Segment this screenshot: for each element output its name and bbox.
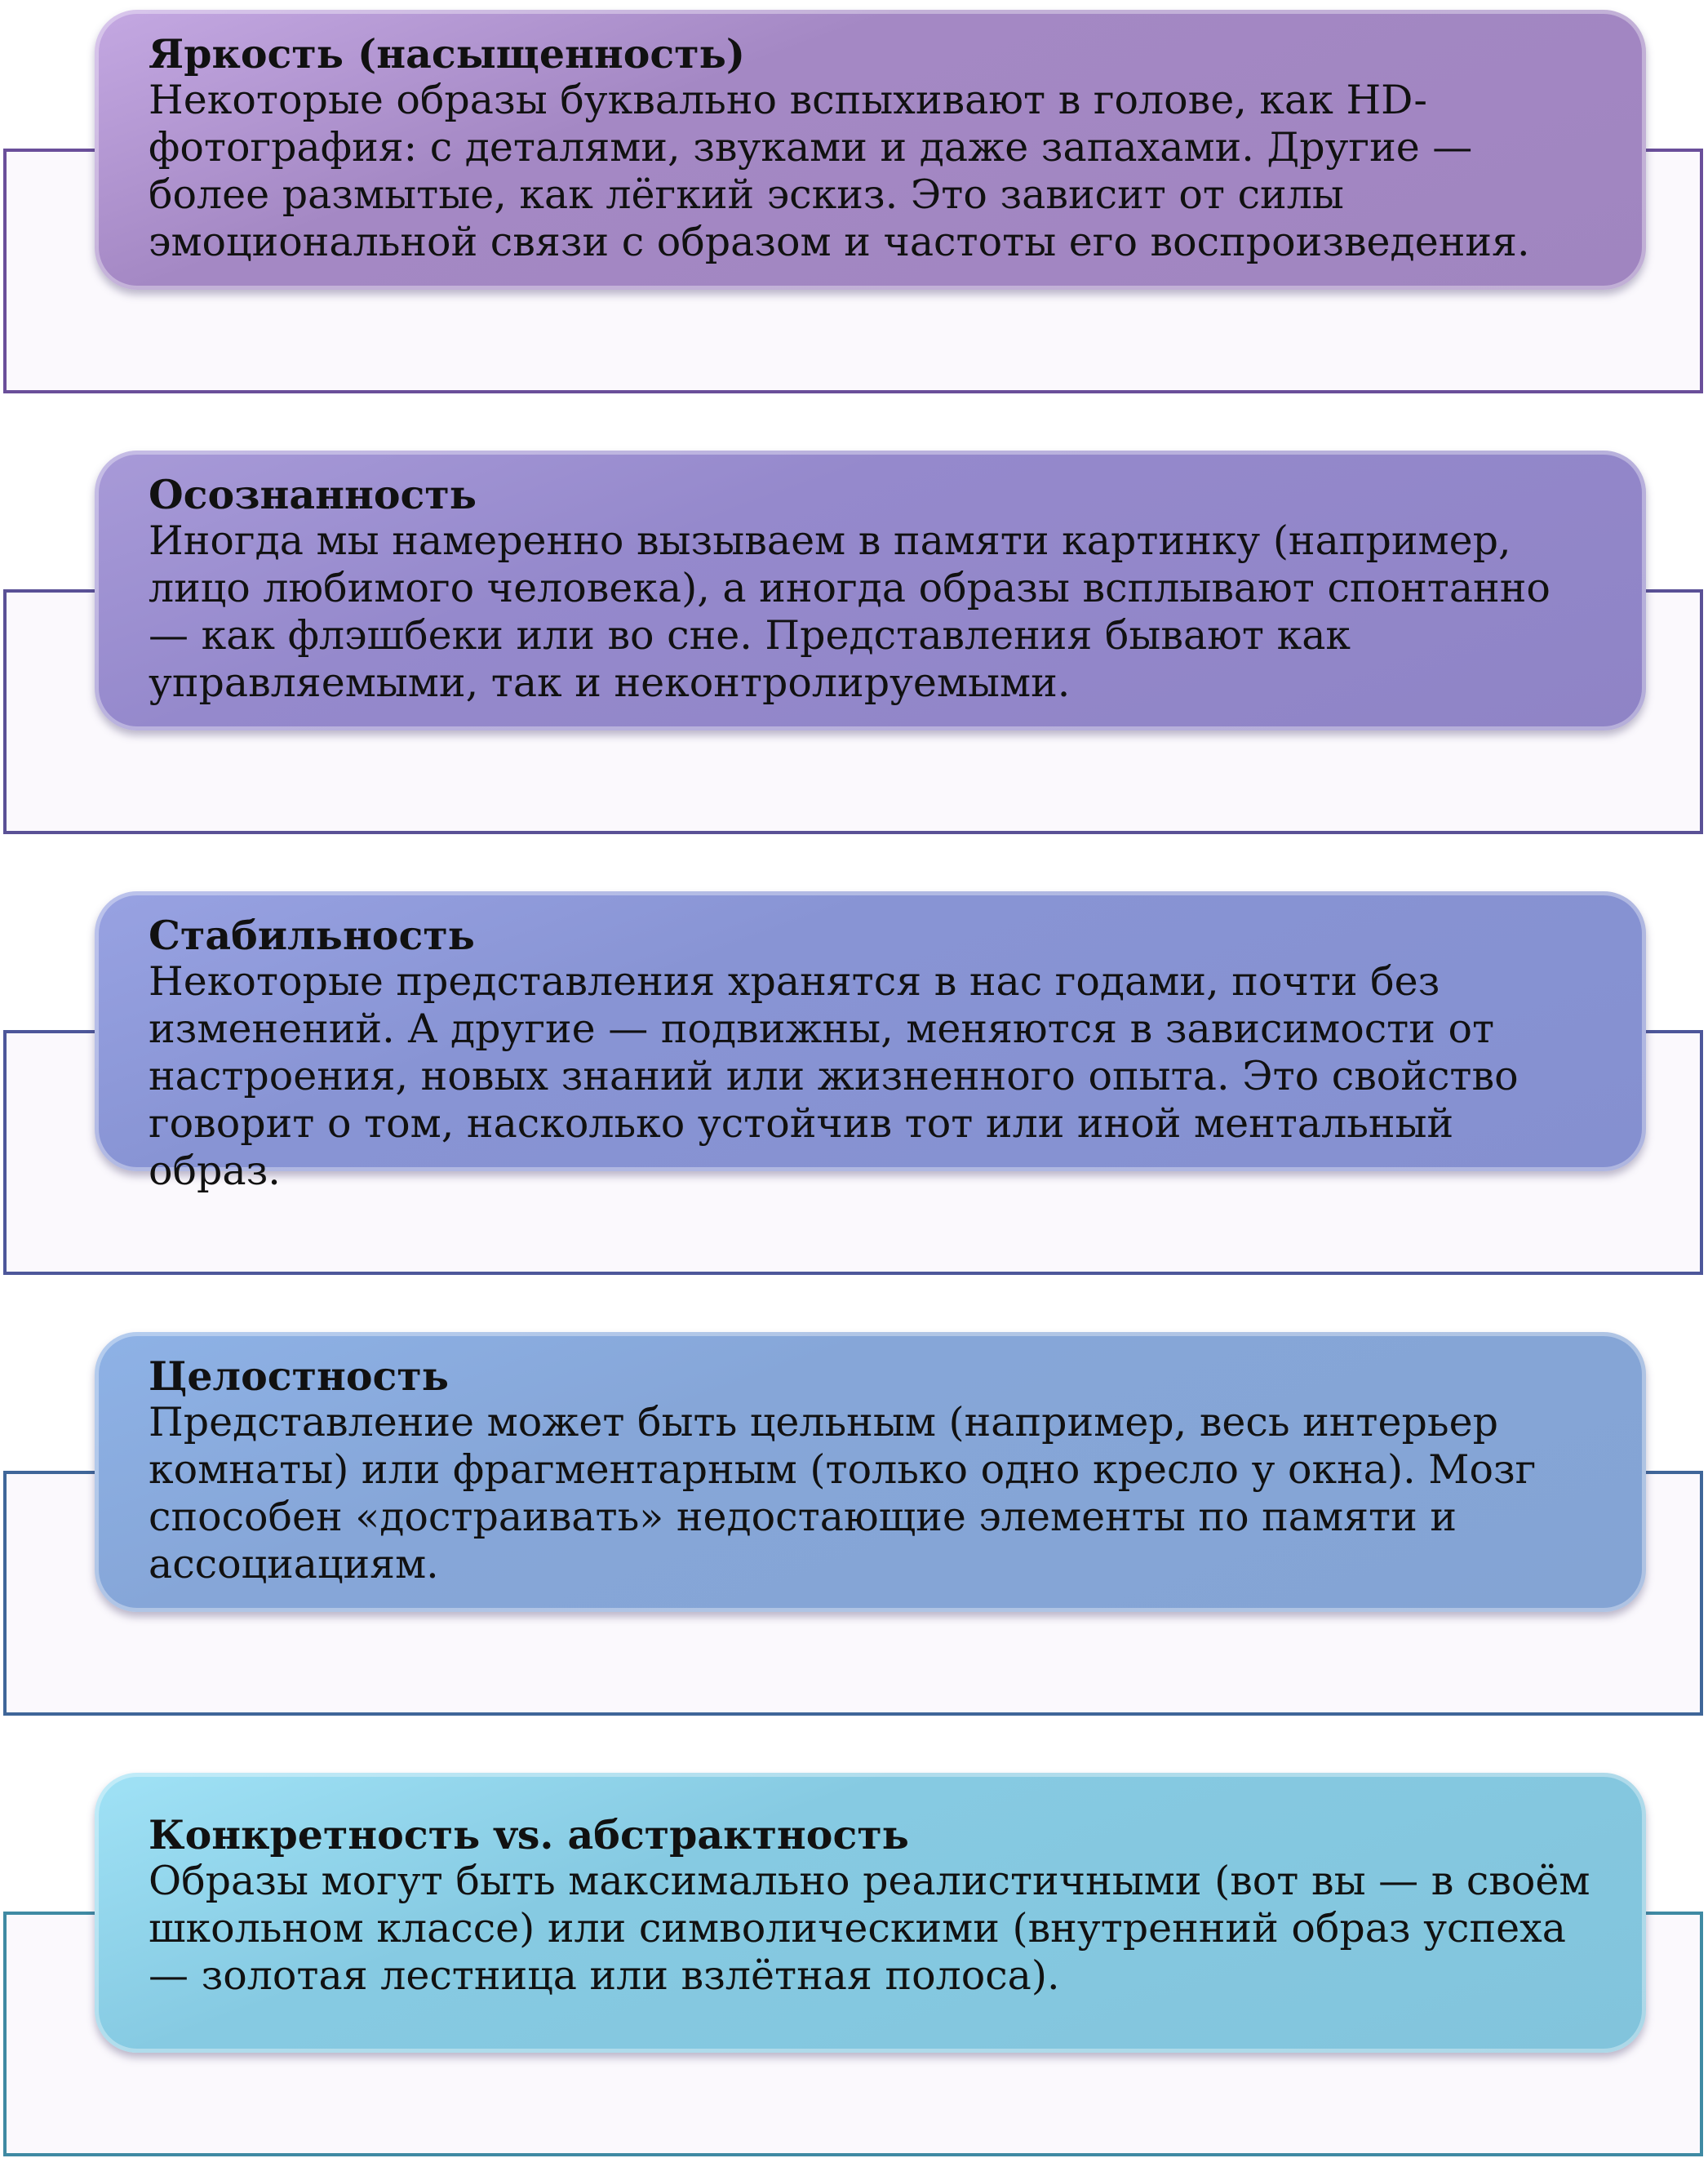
property-card-brightness	[95, 10, 1646, 290]
property-row-concreteness	[0, 1763, 1708, 2155]
property-row-awareness	[0, 441, 1708, 833]
property-description: Некоторые образы буквально вспыхивают в голове, как HD-фотография: с деталями, звуками и даже запахами. Другие — более размытые, как лёгкий эскиз. Это зависит от силы эмоциональной связи с образом и частоты его воспроизведения.	[149, 77, 1530, 265]
property-card-stability	[95, 891, 1646, 1194]
property-title: Осознанность	[149, 471, 477, 518]
property-description: Иногда мы намеренно вызываем в памяти картинку (например, лицо любимого человека), а иногда образы всплывают спонтанно — как флэшбеки или во сне. Представления бывают как управляемыми, так и неконтролируемыми.	[149, 517, 1551, 706]
property-row-brightness	[0, 0, 1708, 392]
property-card-awareness	[95, 451, 1646, 730]
property-title: Целостность	[149, 1352, 449, 1400]
property-description: Образы могут быть максимально реалистичными (вот вы — в своём школьном классе) или символическими (внутренний образ успеха — золотая лестница или взлётная полоса).	[149, 1858, 1590, 1999]
property-card-integrity	[95, 1332, 1646, 1612]
property-title: Стабильность	[149, 912, 475, 959]
property-row-integrity	[0, 1322, 1708, 1714]
property-description: Некоторые представления хранятся в нас годами, почти без изменений. А другие — подвижны, меняются в зависимости от настроения, новых знаний или жизненного опыта. Это свойство говорит о том, насколько устойчив тот или иной ментальный образ.	[149, 958, 1519, 1194]
property-title: Конкретность vs. абстрактность	[149, 1811, 909, 1858]
property-row-stability	[0, 881, 1708, 1273]
property-description: Представление может быть цельным (например, весь интерьер комнаты) или фрагментарным (только одно кресло у окна). Мозг способен «достраивать» недостающие элементы по памяти и ассоциациям.	[149, 1399, 1537, 1588]
property-title: Яркость (насыщенность)	[149, 30, 746, 78]
property-card-concreteness	[95, 1773, 1646, 2053]
